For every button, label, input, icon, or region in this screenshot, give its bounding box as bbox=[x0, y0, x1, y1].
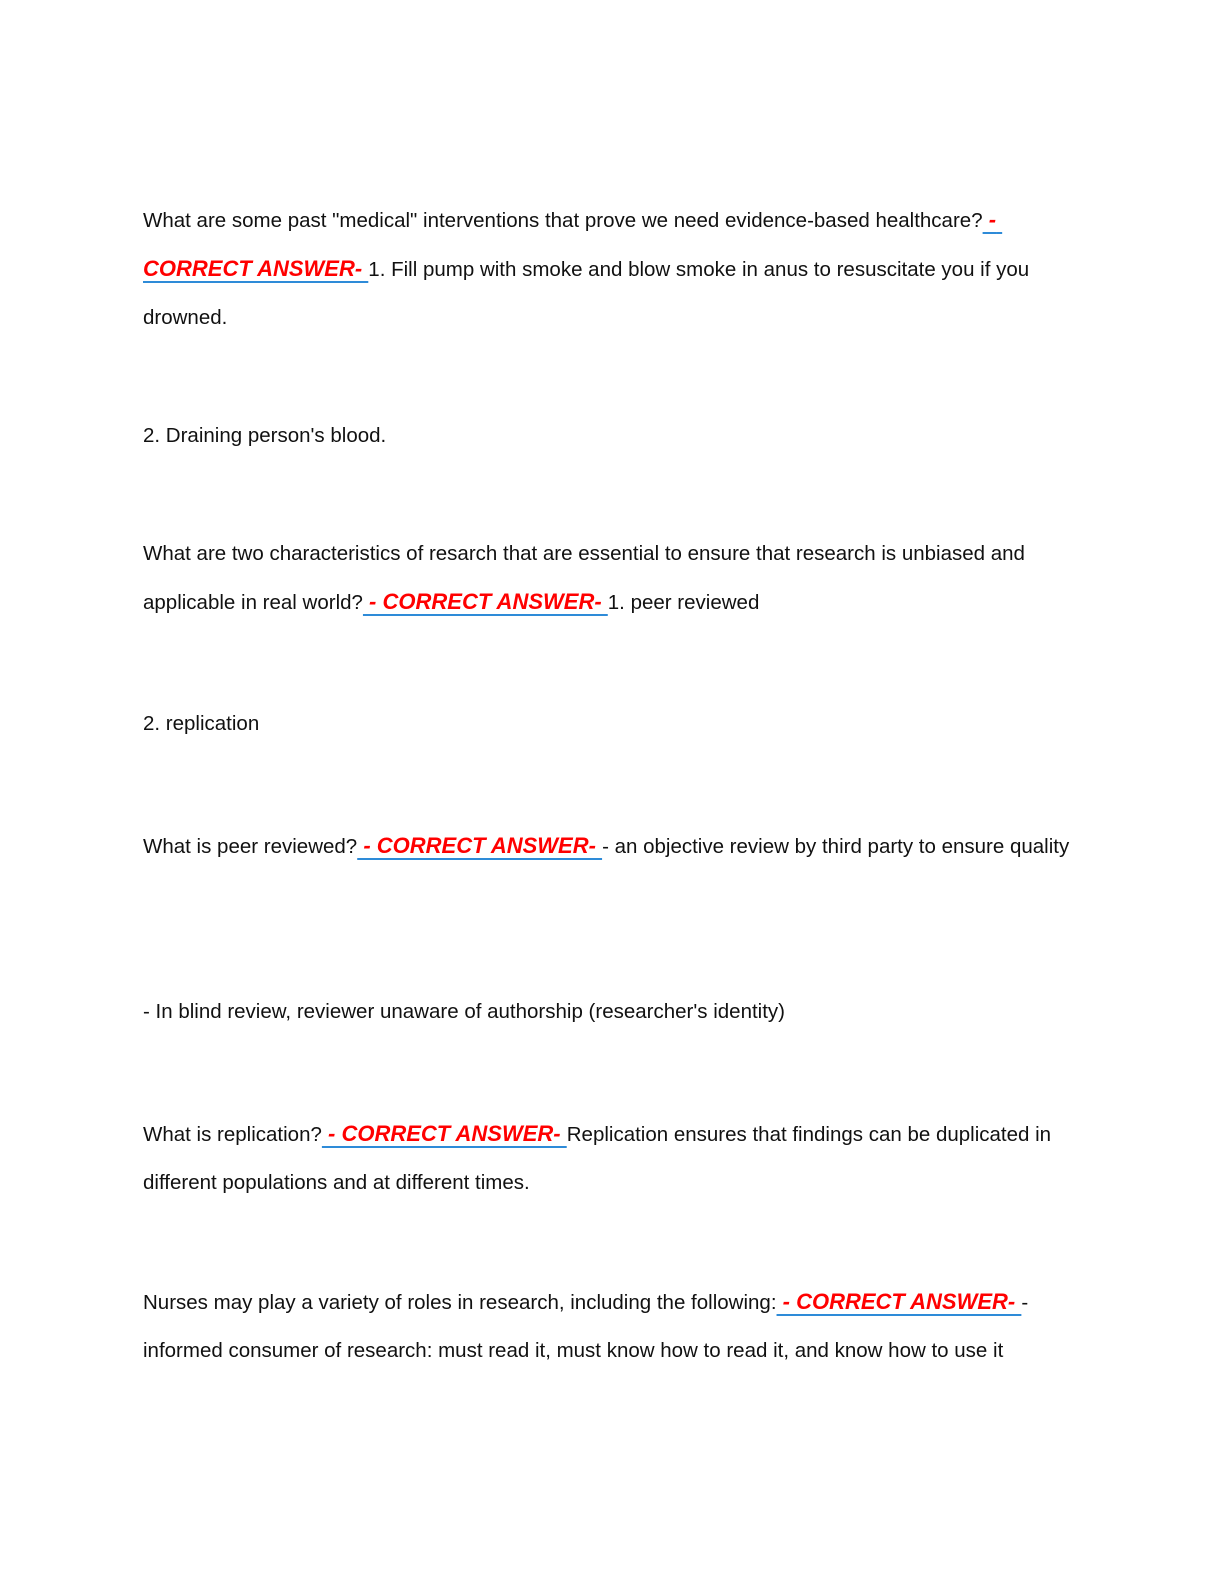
answer-text: - informed consumer of research: must read it, must know how to read it, and know how to use it bbox=[143, 1291, 1034, 1362]
question-text: What are two characteristics of resarch that are essential to ensure that research is unbiased and applicable in real world? bbox=[143, 542, 1031, 614]
correct-answer-marker: - CORRECT ANSWER- bbox=[362, 589, 608, 614]
answer-continuation-text: 2. Draining person's blood. bbox=[143, 424, 387, 447]
correct-answer-marker: - CORRECT ANSWER- bbox=[776, 1289, 1022, 1314]
correct-answer-marker: - CORRECT ANSWER- bbox=[143, 207, 1003, 281]
answer-text: - an objective review by third party to ensure quality bbox=[602, 835, 1070, 858]
correct-answer-marker: - CORRECT ANSWER- bbox=[357, 833, 603, 858]
qa-item-4 bbox=[143, 1110, 1073, 1207]
answer-text: 1. peer reviewed bbox=[607, 591, 760, 614]
correct-answer-marker: - CORRECT ANSWER- bbox=[321, 1121, 567, 1146]
qa-item-5 bbox=[143, 1278, 1073, 1375]
qa-item-3 bbox=[143, 822, 1073, 871]
question-text: What is peer reviewed? bbox=[143, 835, 358, 858]
list-item bbox=[143, 988, 1073, 1036]
answer-text: 1. Fill pump with smoke and blow smoke in anus to resuscitate you if you drowned. bbox=[143, 258, 1035, 329]
list-item bbox=[143, 700, 1073, 748]
answer-continuation-text: 2. replication bbox=[143, 712, 260, 735]
list-item bbox=[143, 412, 1073, 460]
question-text: Nurses may play a variety of roles in research, including the following: bbox=[143, 1291, 777, 1314]
qa-item-1 bbox=[143, 196, 1073, 342]
question-text: What is replication? bbox=[143, 1123, 322, 1146]
answer-text: Replication ensures that findings can be duplicated in different populations and at different times. bbox=[143, 1123, 1057, 1194]
qa-item-2 bbox=[143, 530, 1073, 627]
answer-continuation-text: - In blind review, reviewer unaware of authorship (researcher's identity) bbox=[143, 1000, 785, 1023]
question-text: What are some past "medical" interventions that prove we need evidence-based healthcare? bbox=[143, 209, 983, 232]
